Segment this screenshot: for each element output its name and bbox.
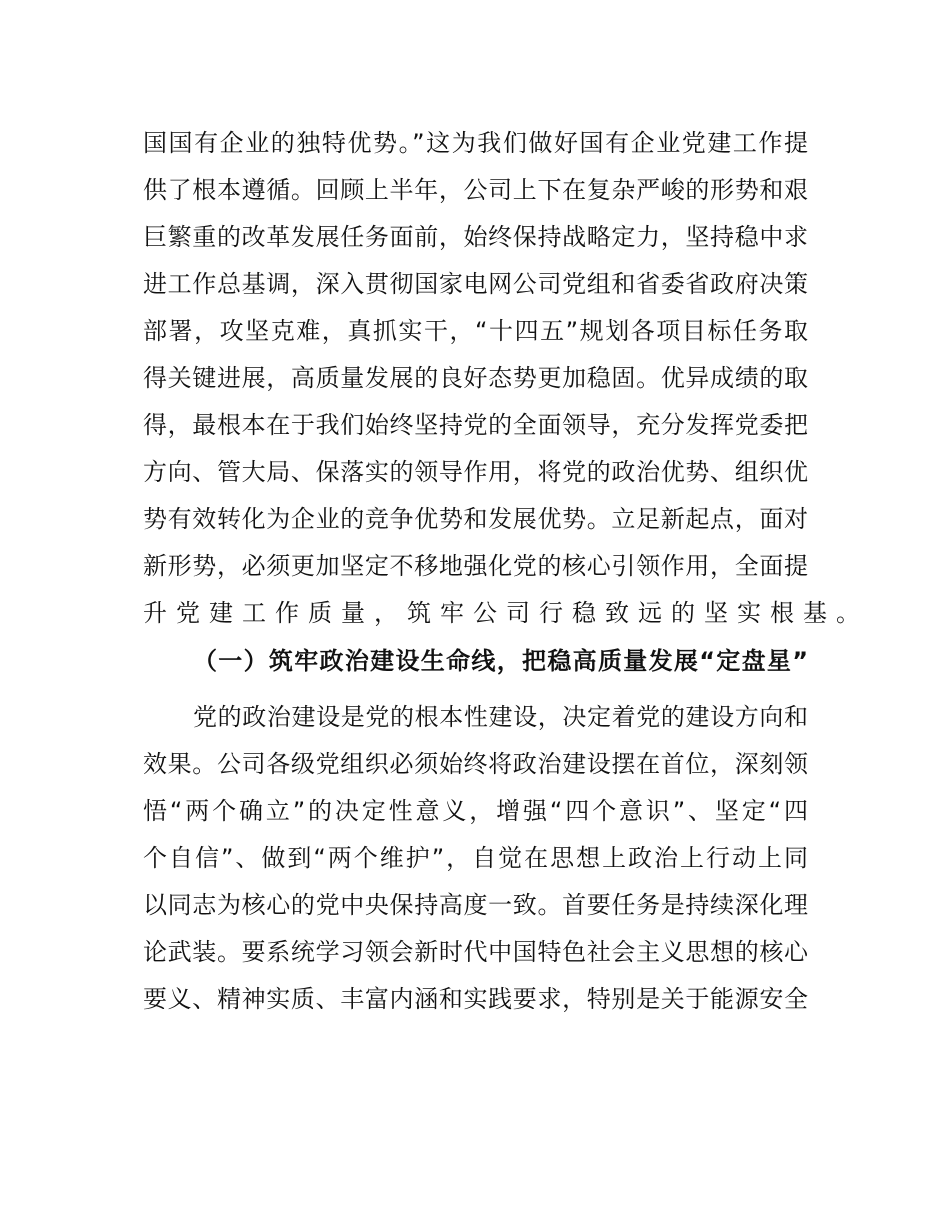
text-line: 要义、精神实质、丰富内涵和实践要求，特别是关于能源安全	[143, 985, 808, 1013]
text-line: 得关键进展，高质量发展的良好态势更加稳固。优异成绩的取	[143, 364, 808, 392]
text-line: 得，最根本在于我们始终坚持党的全面领导，充分发挥党委把	[143, 411, 808, 439]
text-line: 升党建工作质量，筑牢公司行稳致远的坚实根基。	[143, 599, 869, 627]
text-line: 供了根本遵循。回顾上半年，公司上下在复杂严峻的形势和艰	[143, 176, 808, 204]
text-line: 悟“两个确立”的决定性意义，增强“四个意识”、坚定“四	[143, 797, 808, 825]
text-line: 国国有企业的独特优势。”这为我们做好国有企业党建工作提	[143, 129, 808, 157]
text-line: 以同志为核心的党中央保持高度一致。首要任务是持续深化理	[143, 891, 808, 919]
text-line: 效果。公司各级党组织必须始终将政治建设摆在首位，深刻领	[143, 750, 808, 778]
text-line: 新形势，必须更加坚定不移地强化党的核心引领作用，全面提	[143, 552, 808, 580]
text-line: 部署，攻坚克难，真抓实干，“十四五”规划各项目标任务取	[143, 317, 808, 345]
text-line: 方向、管大局、保落实的领导作用，将党的政治优势、组织优	[143, 458, 808, 486]
section-heading: （一）筑牢政治建设生命线，把稳高质量发展“定盘星”	[193, 647, 808, 675]
text-line: 党的政治建设是党的根本性建设，决定着党的建设方向和	[193, 703, 808, 731]
text-line: 进工作总基调，深入贯彻国家电网公司党组和省委省政府决策	[143, 270, 808, 298]
text-line: 论武装。要系统学习领会新时代中国特色社会主义思想的核心	[143, 938, 808, 966]
text-line: 势有效转化为企业的竞争优势和发展优势。立足新起点，面对	[143, 505, 808, 533]
text-line: 个自信”、做到“两个维护”，自觉在思想上政治上行动上同	[143, 844, 808, 872]
text-line: 巨繁重的改革发展任务面前，始终保持战略定力，坚持稳中求	[143, 223, 808, 251]
